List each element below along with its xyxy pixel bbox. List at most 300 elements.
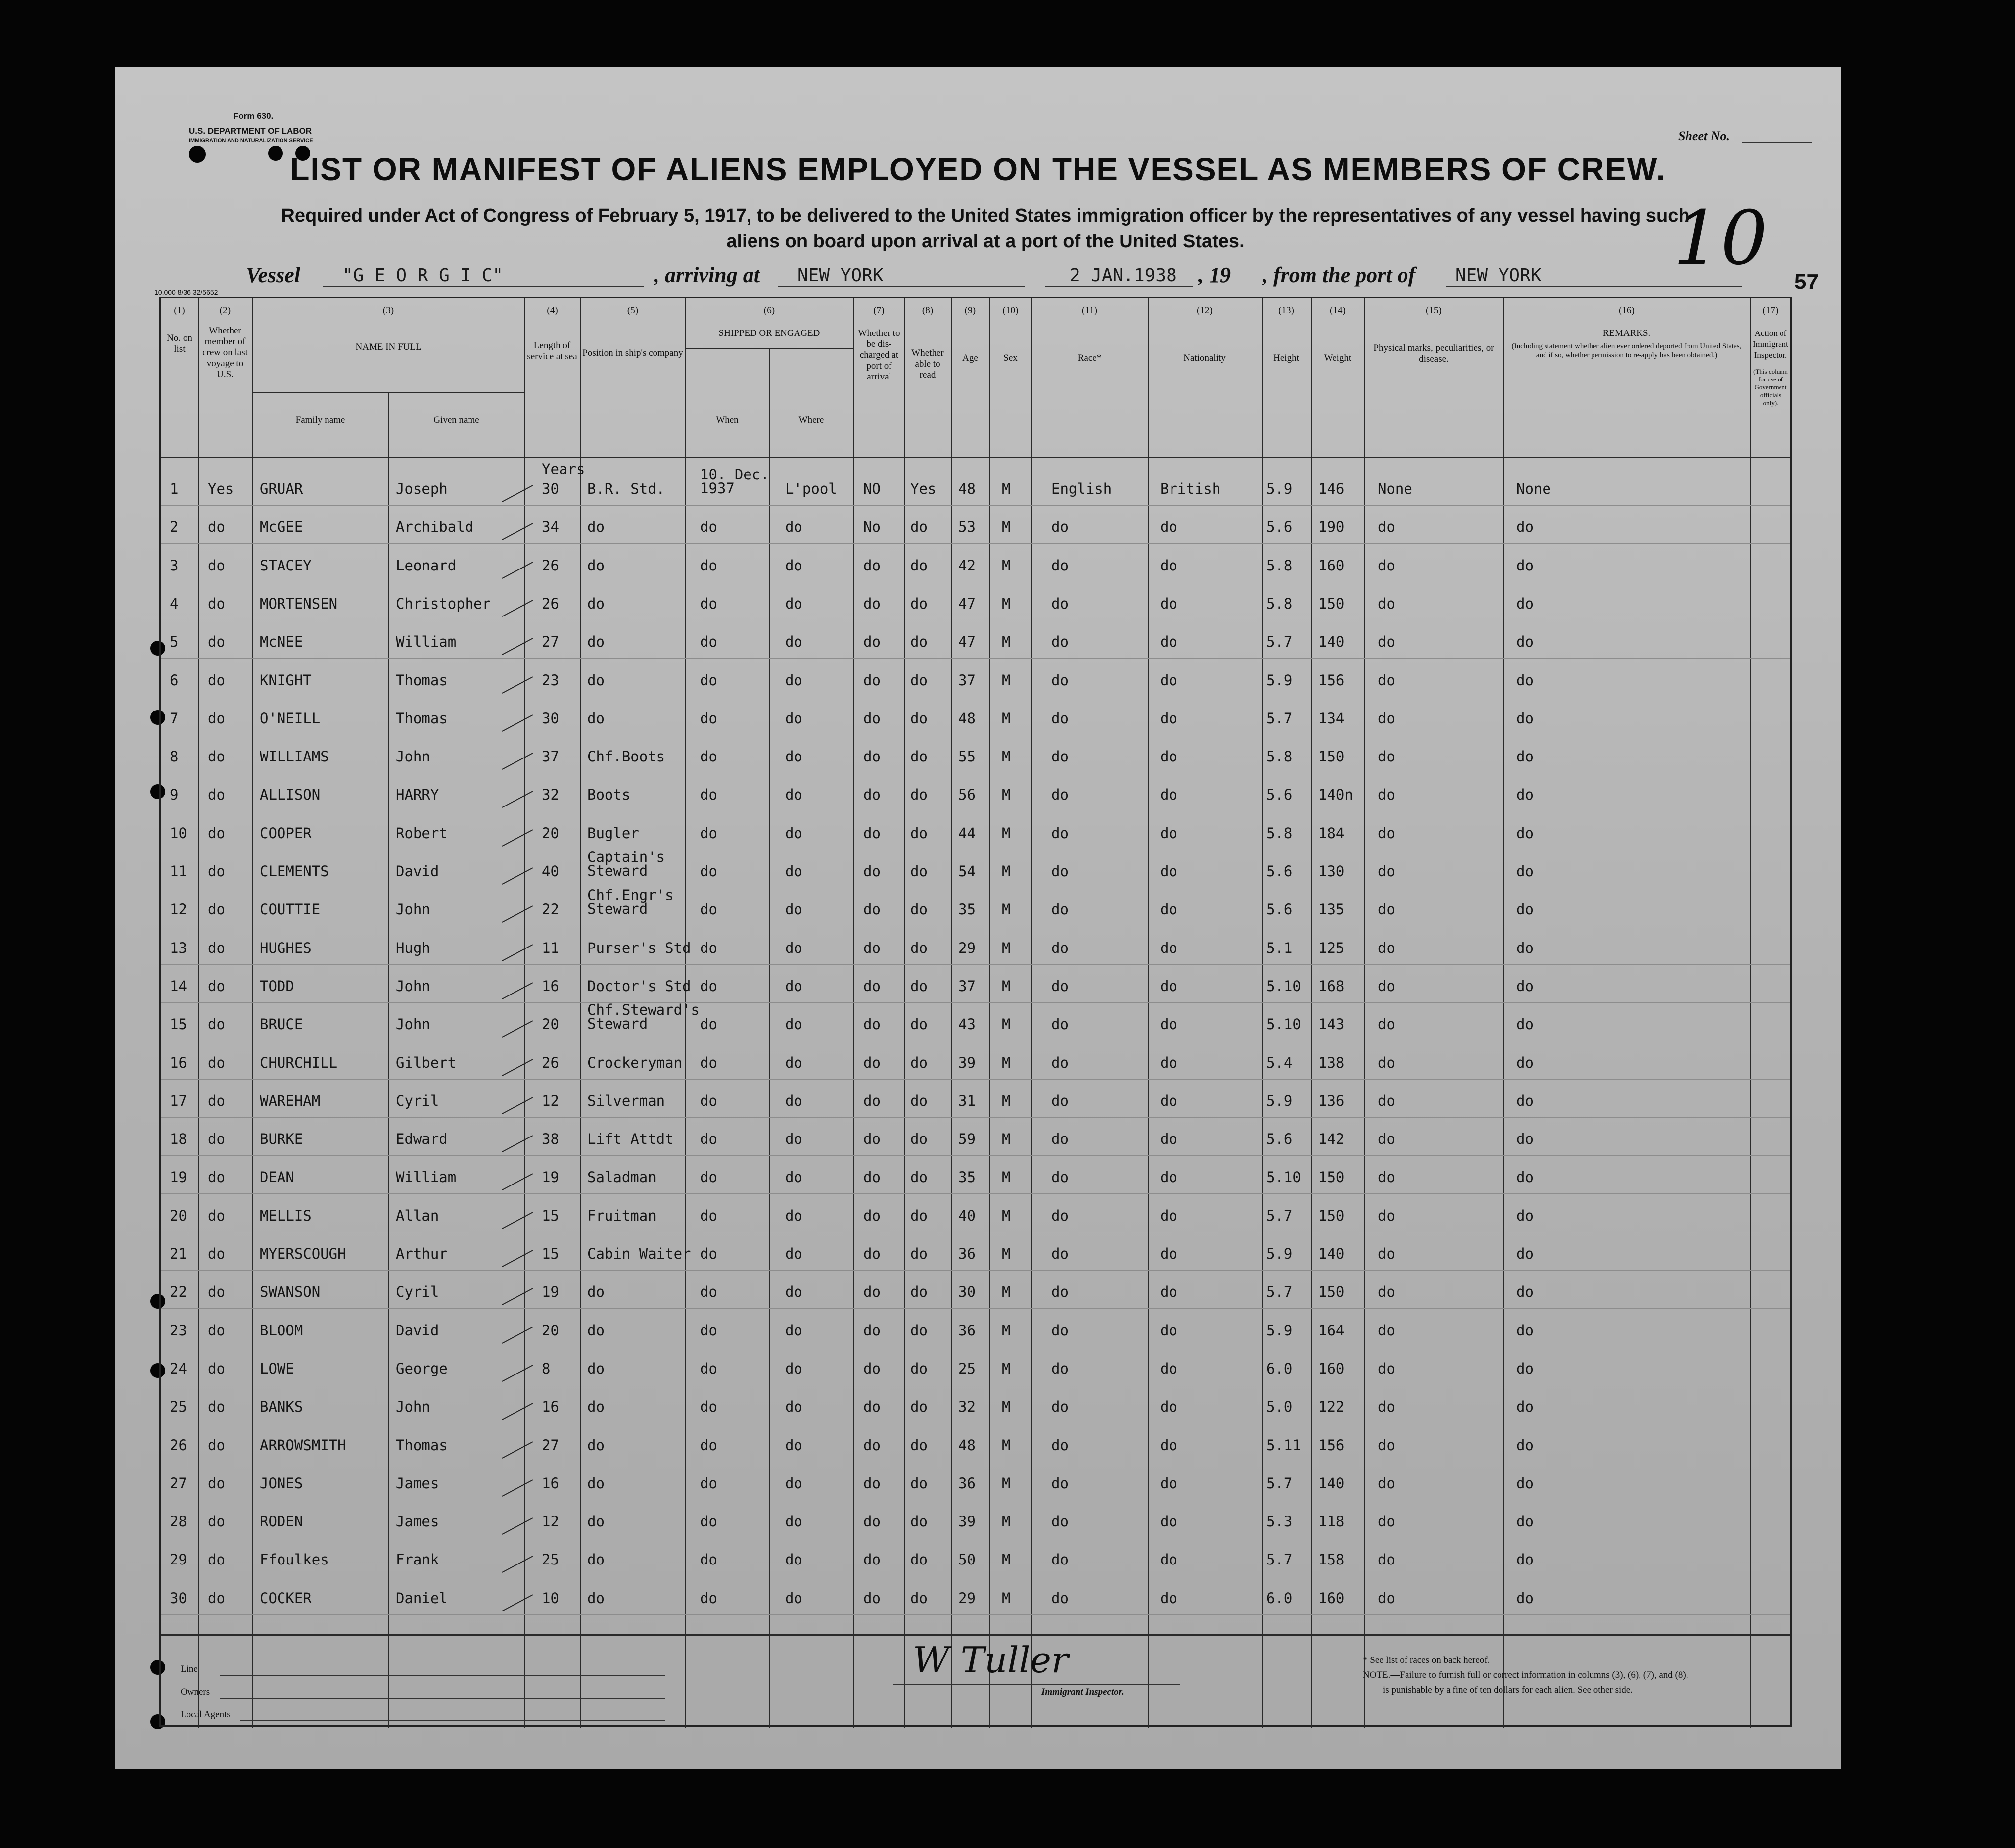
cell-remarks: do [1516, 1436, 1534, 1454]
cell-service: 20 [542, 824, 559, 842]
cell-position: do [587, 1474, 605, 1492]
cell-family-name: BRUCE [260, 1016, 303, 1033]
cell-family-name: COUTTIE [260, 901, 321, 918]
cell-service: 26 [542, 1054, 559, 1071]
col-header-physical-marks: Physical marks, peculiarities, or disease. [1373, 343, 1494, 364]
cell-discharged: do [863, 557, 881, 574]
penalty-note-2: is punishable by a fine of ten dollars for each alien. See other side. [1383, 1685, 1633, 1695]
cell-height: 5.8 [1266, 824, 1293, 842]
cell-when: do [700, 1360, 717, 1377]
cell-discharged: do [863, 1474, 881, 1492]
cell-physical-marks: do [1378, 1169, 1395, 1186]
cell-where: do [785, 557, 802, 574]
cell-given-name: David [396, 1322, 439, 1339]
cell-no: 15 [170, 1016, 187, 1033]
check-mark [502, 1365, 533, 1382]
cell-read: do [910, 786, 928, 804]
row-rule [161, 1079, 1790, 1080]
cell-race: do [1051, 595, 1069, 612]
cell-remarks: do [1516, 977, 1534, 995]
cell-position: Lift Attdt [587, 1131, 674, 1148]
cell-nationality: do [1160, 786, 1177, 804]
cell-weight: 150 [1318, 1207, 1345, 1224]
cell-read: do [910, 824, 928, 842]
cell-where: do [785, 901, 802, 918]
cell-position: do [587, 1589, 605, 1607]
cell-nationality: do [1160, 824, 1177, 842]
cell-no: 24 [170, 1360, 187, 1377]
cell-where: do [785, 1054, 802, 1071]
check-mark [502, 1174, 533, 1191]
cell-given-name: Thomas [396, 710, 448, 727]
cell-given-name: Cyril [396, 1092, 439, 1109]
col-header-given: Given name [433, 415, 479, 425]
check-mark [502, 1288, 533, 1306]
arriving-port: NEW YORK [797, 265, 884, 285]
cell-discharged: do [863, 1245, 881, 1262]
cell-race: do [1051, 786, 1069, 804]
cell-prev-voyage: do [208, 1436, 225, 1454]
cell-family-name: MORTENSEN [260, 595, 338, 612]
cell-discharged: do [863, 1551, 881, 1568]
cell-given-name: Archibald [396, 519, 474, 536]
cell-read: do [910, 1054, 928, 1071]
cell-no: 27 [170, 1474, 187, 1492]
cell-age: 25 [958, 1360, 976, 1377]
col-header-shipped: SHIPPED OR ENGAGED [718, 328, 820, 338]
inspector-label: Immigrant Inspector. [1041, 1687, 1124, 1697]
cell-given-name: Frank [396, 1551, 439, 1568]
cell-when: do [700, 1245, 717, 1262]
cell-when: do [700, 671, 717, 689]
cell-family-name: COOPER [260, 824, 312, 842]
cell-service: 16 [542, 977, 559, 995]
cell-service: 19 [542, 1169, 559, 1186]
cell-physical-marks: do [1378, 748, 1395, 765]
cell-weight: 135 [1318, 901, 1345, 918]
cell-discharged: do [863, 1322, 881, 1339]
cell-position: do [587, 595, 605, 612]
cell-read: do [910, 1398, 928, 1416]
cell-where: do [785, 977, 802, 995]
cell-sex: M [1002, 1436, 1011, 1454]
check-mark [502, 1556, 533, 1573]
cell-nationality: do [1160, 1283, 1177, 1301]
cell-discharged: do [863, 1169, 881, 1186]
cell-no: 4 [170, 595, 179, 612]
cell-read: do [910, 1513, 928, 1530]
cell-age: 42 [958, 557, 976, 574]
cell-height: 5.10 [1266, 1169, 1301, 1186]
cell-sex: M [1002, 1207, 1011, 1224]
cell-sex: M [1002, 748, 1011, 765]
cell-race: do [1051, 1283, 1069, 1301]
cell-where: do [785, 1513, 802, 1530]
cell-age: 48 [958, 1436, 976, 1454]
cell-given-name: John [396, 1016, 430, 1033]
cell-nationality: do [1160, 519, 1177, 536]
col-num-3: (3) [382, 305, 394, 316]
col-num-10: (10) [1002, 305, 1019, 316]
cell-remarks: do [1516, 786, 1534, 804]
cell-height: 6.0 [1266, 1589, 1293, 1607]
cell-height: 5.8 [1266, 748, 1293, 765]
cell-no: 21 [170, 1245, 187, 1262]
cell-height: 5.7 [1266, 710, 1293, 727]
col-num-2: (2) [219, 305, 231, 316]
cell-discharged: do [863, 901, 881, 918]
cell-remarks: do [1516, 1398, 1534, 1416]
col-num-6: (6) [763, 305, 775, 316]
col-header-position: Position in ship's company [582, 348, 683, 358]
cell-remarks: do [1516, 863, 1534, 880]
cell-height: 5.6 [1266, 863, 1293, 880]
cell-physical-marks: do [1378, 1245, 1395, 1262]
cell-discharged: do [863, 1207, 881, 1224]
vessel-label: Vessel [246, 263, 300, 287]
check-mark [502, 638, 533, 655]
cell-race: do [1051, 1513, 1069, 1530]
col-header-height: Height [1273, 353, 1299, 363]
cell-service: 27 [542, 633, 559, 651]
col-num-15: (15) [1426, 305, 1442, 316]
cell-service: 30 [542, 480, 559, 497]
cell-prev-voyage: do [208, 1054, 225, 1071]
cell-nationality: do [1160, 710, 1177, 727]
col-header-race: Race* [1078, 353, 1102, 363]
cell-age: 47 [958, 595, 976, 612]
cell-age: 54 [958, 863, 976, 880]
cell-weight: 136 [1318, 1092, 1345, 1109]
cell-given-name: James [396, 1513, 439, 1530]
cell-race: do [1051, 519, 1069, 536]
check-mark [502, 523, 533, 541]
cell-age: 40 [958, 1207, 976, 1224]
cell-position: Fruitman [587, 1207, 656, 1224]
cell-age: 36 [958, 1322, 976, 1339]
cell-where: do [785, 786, 802, 804]
cell-nationality: do [1160, 1207, 1177, 1224]
cell-where: L'pool [785, 480, 837, 497]
col-header-family: Family name [295, 415, 345, 425]
check-mark [502, 867, 533, 885]
cell-service: 34 [542, 519, 559, 536]
cell-where: do [785, 1016, 802, 1033]
cell-no: 1 [170, 480, 179, 497]
cell-nationality: do [1160, 1054, 1177, 1071]
cell-read: do [910, 1551, 928, 1568]
cell-no: 29 [170, 1551, 187, 1568]
cell-when: do [700, 748, 717, 765]
cell-family-name: MYERSCOUGH [260, 1245, 346, 1262]
cell-prev-voyage: do [208, 977, 225, 995]
cell-no: 14 [170, 977, 187, 995]
cell-race: English [1051, 480, 1112, 497]
cell-read: do [910, 1245, 928, 1262]
cell-no: 5 [170, 633, 179, 651]
row-rule [161, 1308, 1790, 1309]
cell-position: do [587, 1283, 605, 1301]
cell-discharged: do [863, 1131, 881, 1148]
cell-service: 38 [542, 1131, 559, 1148]
cell-remarks: do [1516, 1551, 1534, 1568]
col-num-16: (16) [1619, 305, 1635, 316]
cell-physical-marks: do [1378, 1474, 1395, 1492]
cell-height: 5.6 [1266, 519, 1293, 536]
cell-discharged: do [863, 1436, 881, 1454]
cell-family-name: ALLISON [260, 786, 321, 804]
cell-position: do [587, 1398, 605, 1416]
cell-age: 36 [958, 1245, 976, 1262]
cell-age: 35 [958, 901, 976, 918]
cell-service: 26 [542, 595, 559, 612]
cell-remarks: do [1516, 710, 1534, 727]
cell-physical-marks: do [1378, 1513, 1395, 1530]
cell-age: 55 [958, 748, 976, 765]
check-mark [502, 753, 533, 770]
cell-height: 6.0 [1266, 1360, 1293, 1377]
manifest-sheet [115, 67, 1841, 1769]
cell-age: 31 [958, 1092, 976, 1109]
cell-weight: 134 [1318, 710, 1345, 727]
cell-height: 5.6 [1266, 1131, 1293, 1148]
cell-read: do [910, 595, 928, 612]
cell-remarks: do [1516, 1513, 1534, 1530]
check-mark [502, 982, 533, 999]
cell-family-name: COCKER [260, 1589, 312, 1607]
cell-family-name: JONES [260, 1474, 303, 1492]
from-port: NEW YORK [1455, 265, 1542, 285]
col-header-where: Where [798, 415, 824, 425]
cell-family-name: ARROWSMITH [260, 1436, 346, 1454]
cell-discharged: do [863, 1398, 881, 1416]
cell-family-name: McGEE [260, 519, 303, 536]
cell-nationality: do [1160, 1589, 1177, 1607]
cell-race: do [1051, 1589, 1069, 1607]
cell-sex: M [1002, 786, 1011, 804]
cell-weight: 150 [1318, 1169, 1345, 1186]
cell-sex: M [1002, 1016, 1011, 1033]
cell-height: 5.7 [1266, 1207, 1293, 1224]
inspector-signature: W Tuller [913, 1639, 1069, 1681]
cell-weight: 142 [1318, 1131, 1345, 1148]
year-label: , 19 [1198, 263, 1231, 287]
cell-remarks: do [1516, 901, 1534, 918]
cell-race: do [1051, 863, 1069, 880]
corner-number: 57 [1794, 270, 1819, 294]
col-header-service: Length of service at sea [527, 340, 577, 362]
col-num-13: (13) [1278, 305, 1294, 316]
cell-prev-voyage: do [208, 863, 225, 880]
cell-remarks: do [1516, 1131, 1534, 1148]
cell-sex: M [1002, 1245, 1011, 1262]
cell-weight: 150 [1318, 748, 1345, 765]
col-header-no: No. on list [167, 333, 192, 354]
col-num-12: (12) [1197, 305, 1213, 316]
cell-race: do [1051, 1131, 1069, 1148]
cell-family-name: KNIGHT [260, 671, 312, 689]
cell-sex: M [1002, 1360, 1011, 1377]
cell-prev-voyage: do [208, 1474, 225, 1492]
cell-nationality: do [1160, 1360, 1177, 1377]
cell-when: do [700, 977, 717, 995]
cell-position: do [587, 1436, 605, 1454]
cell-remarks: do [1516, 939, 1534, 956]
cell-race: do [1051, 1054, 1069, 1071]
cell-discharged: do [863, 863, 881, 880]
cell-where: do [785, 1322, 802, 1339]
cell-race: do [1051, 1092, 1069, 1109]
cell-prev-voyage: do [208, 557, 225, 574]
cell-given-name: William [396, 633, 457, 651]
cell-when: do [700, 1474, 717, 1492]
cell-weight: 168 [1318, 977, 1345, 995]
cell-age: 48 [958, 480, 976, 497]
check-mark [502, 1327, 533, 1344]
cell-read: do [910, 519, 928, 536]
cell-age: 47 [958, 633, 976, 651]
col-header-age: Age [962, 353, 978, 363]
cell-no: 22 [170, 1283, 187, 1301]
cell-given-name: Thomas [396, 1436, 448, 1454]
cell-when: do [700, 710, 717, 727]
cell-family-name: Ffoulkes [260, 1551, 329, 1568]
cell-race: do [1051, 1398, 1069, 1416]
cell-height: 5.10 [1266, 1016, 1301, 1033]
cell-nationality: do [1160, 633, 1177, 651]
cell-sex: M [1002, 901, 1011, 918]
cell-weight: 150 [1318, 595, 1345, 612]
cell-when: do [700, 633, 717, 651]
cell-when: do [700, 1589, 717, 1607]
cell-physical-marks: do [1378, 557, 1395, 574]
cell-height: 5.11 [1266, 1436, 1301, 1454]
cell-read: do [910, 977, 928, 995]
cell-physical-marks: do [1378, 633, 1395, 651]
col-num-4: (4) [547, 305, 558, 316]
cell-physical-marks: do [1378, 1131, 1395, 1148]
cell-position: Chf.Boots [587, 748, 665, 765]
cell-physical-marks: do [1378, 863, 1395, 880]
check-mark [502, 906, 533, 923]
cell-when: do [700, 1092, 717, 1109]
cell-when: do [700, 901, 717, 918]
cell-family-name: O'NEILL [260, 710, 321, 727]
cell-remarks: do [1516, 748, 1534, 765]
cell-prev-voyage: do [208, 633, 225, 651]
col-num-11: (11) [1082, 305, 1097, 316]
cell-physical-marks: do [1378, 1054, 1395, 1071]
cell-height: 5.10 [1266, 977, 1301, 995]
cell-discharged: do [863, 710, 881, 727]
cell-weight: 143 [1318, 1016, 1345, 1033]
cell-sex: M [1002, 1589, 1011, 1607]
cell-when: do [700, 557, 717, 574]
cell-service: 15 [542, 1245, 559, 1262]
col-header-inspector-note: (This column for use of Government officials only). [1753, 368, 1788, 407]
cell-service: 20 [542, 1322, 559, 1339]
cell-physical-marks: do [1378, 1589, 1395, 1607]
cell-prev-voyage: do [208, 671, 225, 689]
cell-remarks: do [1516, 519, 1534, 536]
owners-label: Owners [181, 1687, 210, 1697]
cell-position: Saladman [587, 1169, 656, 1186]
cell-given-name: Joseph [396, 480, 448, 497]
cell-age: 59 [958, 1131, 976, 1148]
cell-age: 30 [958, 1283, 976, 1301]
cell-race: do [1051, 633, 1069, 651]
cell-sex: M [1002, 1474, 1011, 1492]
cell-nationality: do [1160, 1436, 1177, 1454]
cell-height: 5.9 [1266, 480, 1293, 497]
cell-read: do [910, 901, 928, 918]
cell-weight: 125 [1318, 939, 1345, 956]
cell-read: do [910, 1131, 928, 1148]
cell-age: 39 [958, 1054, 976, 1071]
cell-sex: M [1002, 1398, 1011, 1416]
cell-sex: M [1002, 595, 1011, 612]
cell-given-name: Edward [396, 1131, 448, 1148]
cell-nationality: do [1160, 901, 1177, 918]
cell-service: 30 [542, 710, 559, 727]
cell-service: 26 [542, 557, 559, 574]
cell-given-name: James [396, 1474, 439, 1492]
cell-when: do [700, 863, 717, 880]
cell-physical-marks: do [1378, 824, 1395, 842]
cell-position: Captain's Steward [587, 849, 665, 879]
cell-race: do [1051, 710, 1069, 727]
row-rule [161, 1155, 1790, 1156]
check-mark [502, 562, 533, 579]
cell-when: do [700, 1207, 717, 1224]
cell-nationality: do [1160, 1131, 1177, 1148]
cell-read: do [910, 1092, 928, 1109]
check-mark [502, 1479, 533, 1497]
cell-age: 43 [958, 1016, 976, 1033]
row-rule [161, 543, 1790, 544]
cell-when: do [700, 1016, 717, 1033]
cell-race: do [1051, 977, 1069, 995]
cell-service: 16 [542, 1474, 559, 1492]
cell-age: 48 [958, 710, 976, 727]
cell-remarks: do [1516, 595, 1534, 612]
check-mark [502, 1594, 533, 1611]
cell-discharged: do [863, 977, 881, 995]
cell-prev-voyage: do [208, 1551, 225, 1568]
cell-position: Bugler [587, 824, 639, 842]
cell-position: B.R. Std. [587, 480, 665, 497]
cell-physical-marks: do [1378, 939, 1395, 956]
row-rule [161, 1117, 1790, 1118]
cell-weight: 138 [1318, 1054, 1345, 1071]
col-header-weight: Weight [1324, 353, 1352, 363]
check-mark [502, 1212, 533, 1229]
cell-remarks: do [1516, 1474, 1534, 1492]
cell-discharged: do [863, 595, 881, 612]
cell-no: 20 [170, 1207, 187, 1224]
cell-where: do [785, 633, 802, 651]
cell-sex: M [1002, 1283, 1011, 1301]
cell-family-name: BANKS [260, 1398, 303, 1416]
cell-family-name: WILLIAMS [260, 748, 329, 765]
cell-when: do [700, 1436, 717, 1454]
cell-prev-voyage: do [208, 1360, 225, 1377]
cell-service: 40 [542, 863, 559, 880]
cell-age: 37 [958, 671, 976, 689]
cell-height: 5.8 [1266, 557, 1293, 574]
cell-given-name: David [396, 863, 439, 880]
cell-physical-marks: do [1378, 901, 1395, 918]
